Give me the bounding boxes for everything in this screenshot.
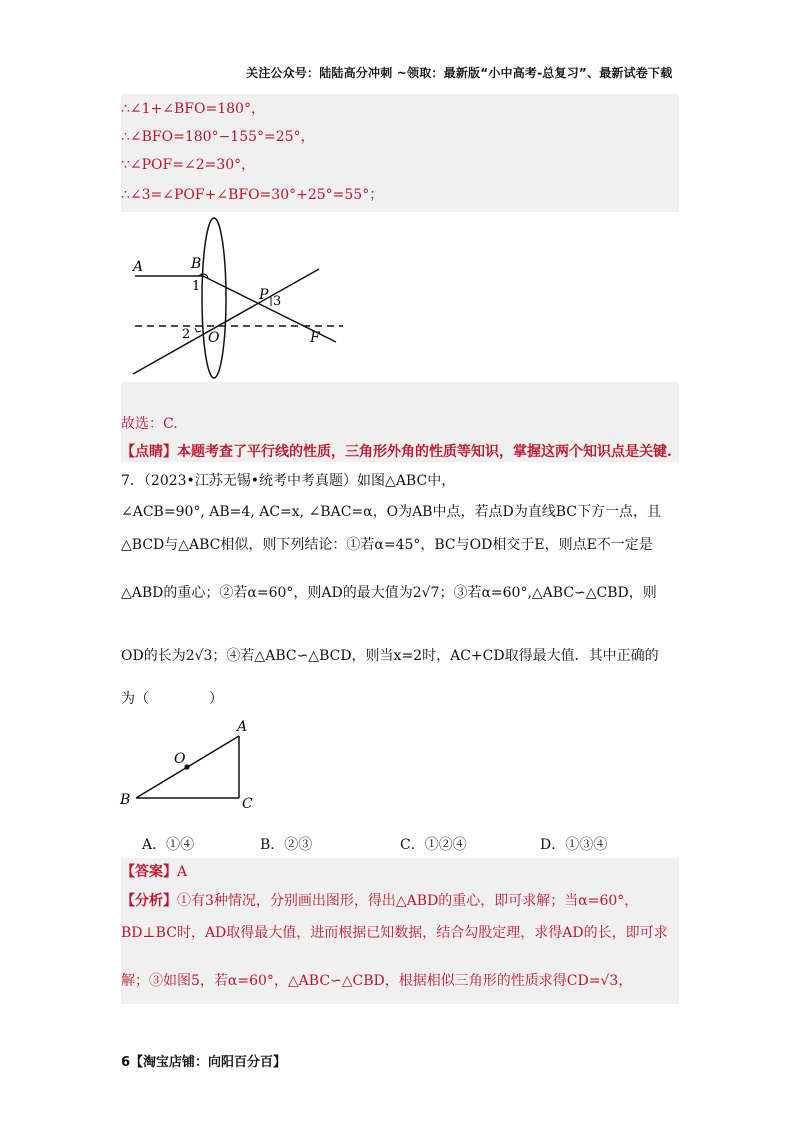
question-line-3: △BCD与△ABC相似，则下列结论：①若α=45°，BC与OD相交于E，则点E不一定是: [121, 537, 653, 553]
analysis-text-1: ①有3种情况，分别画出图形，得出△ABD的重心，即可求解；当α=60°，: [177, 893, 639, 909]
question-paren-open: 为（: [121, 691, 149, 707]
page-header: 关注公众号：陆陆高分冲刺 ~领取：最新版“小中高考-总复习”、最新试卷下载: [246, 66, 673, 80]
triangle-diagram: [112, 712, 272, 812]
page-footer: 6【淘宝店铺：向阳百分百】: [121, 1055, 287, 1070]
question-line-5: OD的长为2√3；④若△ABC∽△BCD，则当x=2时，AC+CD取得最大值．其中正确的: [121, 648, 659, 664]
answer-value: A: [177, 864, 188, 880]
comment-line: [121, 443, 672, 461]
label-3: 3: [273, 294, 282, 309]
option-b: B．②③: [260, 837, 313, 853]
solution-line-3: ∵∠POF=∠2=30°，: [121, 157, 256, 173]
question-line-6: [121, 690, 223, 708]
analysis-line-2: BD⊥BC时，AD取得最大值，进而根据已知数据，结合勾股定理，求得AD的长，即可求: [121, 925, 668, 941]
label-O: O: [208, 330, 220, 346]
comment-tag: 【点睛】: [121, 444, 177, 460]
label-F: F: [310, 330, 320, 346]
label-P: P: [259, 287, 269, 303]
question-paren-close: ）: [209, 691, 223, 707]
tri-label-C: C: [242, 796, 253, 812]
label-A: A: [133, 259, 144, 275]
tri-label-A: A: [237, 719, 248, 735]
question-line-2: ∠ACB=90°, AB=4, AC=x, ∠BAC=α，O为AB中点，若点D为直线BC下方一点，且: [121, 504, 661, 520]
option-d: D．①③④: [540, 837, 608, 853]
answer-line: [121, 863, 187, 881]
solution-line-1: ∴∠1+∠BFO=180°，: [121, 101, 265, 117]
analysis-line-3: 解；③如图5，若α=60°，△ABC∽△CBD，根据相似三角形的性质求得CD=√3，: [121, 973, 633, 989]
solution-line-4: ∴∠3=∠POF+∠BFO=30°+25°=55°；: [121, 187, 384, 203]
triangle-figure: [112, 712, 272, 812]
lens-figure: [121, 212, 345, 382]
label-1: 1: [192, 279, 201, 294]
tri-label-B: B: [120, 792, 131, 808]
label-B: B: [191, 256, 202, 272]
option-a: A．①④: [142, 837, 195, 853]
comment-text: 本题考查了平行线的性质，三角形外角的性质等知识，掌握这两个知识点是关键.: [177, 444, 672, 460]
question-line-1: 7．（2023•江苏无锡•统考中考真题）如图△ABC中，: [121, 473, 456, 489]
analysis-line-1: [121, 892, 638, 910]
analysis-tag: 【分析】: [121, 893, 177, 909]
tri-label-O: O: [174, 751, 186, 767]
answer-choice-line: 故选：C.: [121, 416, 178, 432]
label-2: 2: [182, 327, 191, 342]
option-c: C．①②④: [400, 837, 467, 853]
lens-diagram: [121, 212, 345, 382]
question-line-4: △ABD的重心；②若α=60°，则AD的最大值为2√7；③若α=60°,△ABC∽△CBD，则: [121, 585, 657, 601]
solution-line-2: ∴∠BFO=180°−155°=25°，: [121, 129, 315, 145]
answer-tag: 【答案】: [121, 864, 177, 880]
